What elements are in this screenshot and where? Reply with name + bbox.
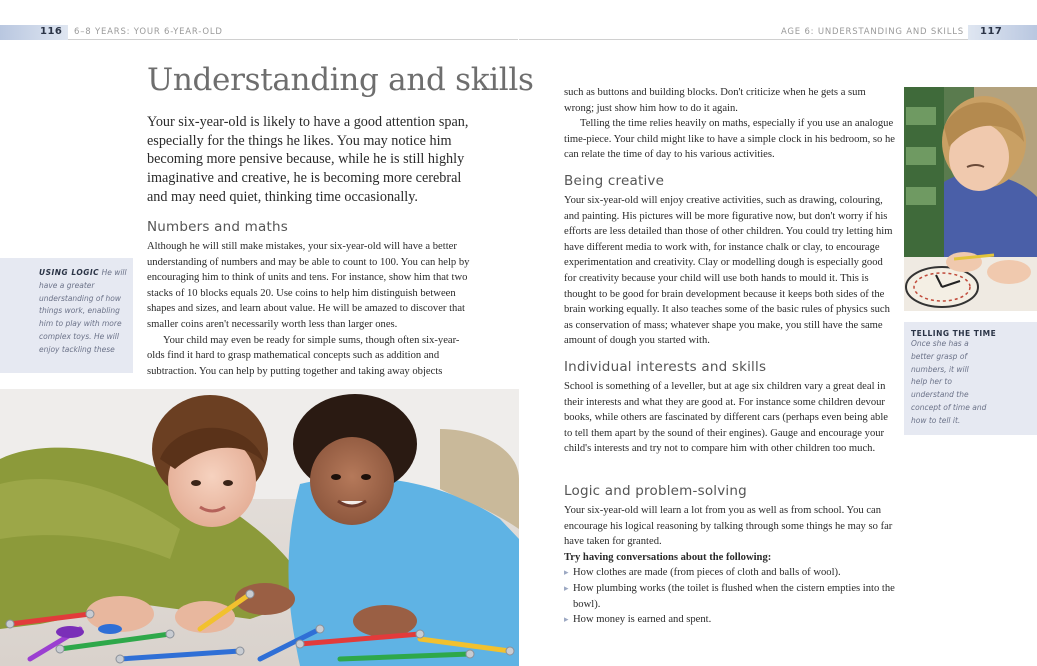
right-running-title: AGE 6: UNDERSTANDING AND SKILLS [780, 27, 964, 37]
numbers-paragraph-1: Although he will still make mistakes, your six-year-old will have a better understanding of numbers and may be able to count to 100. You can help by encouraging him to think of units and tens. For instance, show him that two stacks of 10 blocks equals 20. Use coins to help him distinguish between shapes and sizes, and learn about value. He will be amazed to discover that smaller coins aren't necessarily worth less than larger ones. [147, 241, 470, 330]
interests-paragraph: School is something of a leveller, but at age six children vary a great deal in their interests and what they are good at. For instance some children devour books, while others are fascinated by different cars (perhaps even being able to tell them apart by the sound of their engines). Gauge and encourage your child's interests and try not to compare him with other children too much. [564, 381, 888, 455]
caption-title-using-logic: USING LOGIC [39, 268, 100, 277]
logic-paragraph: Your six-year-old will learn a lot from you as well as from school. You can encourage his logical reasoning by talking through some things he may so far have taken for granted. [564, 505, 893, 548]
numbers-paragraph-2-continued: such as buttons and building blocks. Don't criticize when he gets a sum wrong; just show him how to do it again. [564, 87, 866, 114]
caption-box-using-logic [0, 258, 133, 373]
heading-logic-problem-solving: Logic and problem-solving [564, 483, 747, 499]
right-header-rule [519, 39, 968, 40]
list-item: ▸ How clothes are made (from pieces of cloth and balls of wool). [564, 565, 896, 581]
right-header-bar [968, 25, 1037, 40]
numbers-continued [564, 85, 896, 163]
left-page-number: 116 [40, 26, 63, 37]
list-item: ▸ How money is earned and spent. [564, 612, 896, 628]
creative-paragraph: Your six-year-old will enjoy creative activities, such as drawing, colouring, and painting. His pictures will be more figurative now, but don't worry if his efforts are less detailed than those of other children. You could try letting him have different media to work with, for instance chalk or clay, to encourage experimentation and creativity. Clay or modelling dough is especially good for creativity because your child will use both hands to mould it. This is thought to be good for brain development because it keeps both sides of the brain working equally. It also teaches some of the basic rules of physics such as conservation of mass; whatever shape you make, you still have the same amount of dough you started with. [564, 195, 893, 347]
left-header-rule [68, 39, 518, 40]
numbers-section [147, 239, 477, 379]
intro-paragraph: Your six-year-old is likely to have a good attention span, especially for the things he likes. You may notice him becoming more pensive because, while he is still highly imaginative and creative, he is becoming more cerebral and may need quiet, thinking time occasionally. [147, 114, 469, 205]
children-playing-photo [0, 389, 519, 666]
heading-individual-interests: Individual interests and skills [564, 359, 767, 375]
right-page-number: 117 [980, 26, 1003, 37]
logic-section [564, 503, 896, 628]
caption-text-using-logic: He will have a greater understanding of how things work, enabling him to play with more complex toys. He will enjoy tackling these [39, 268, 127, 354]
children-playing-illustration [0, 389, 519, 666]
numbers-paragraph-3: Telling the time relies heavily on maths, especially if you use an analogue time-piece. Your child might like to have a simple clock in his bedroom, so he can relate the time of day to his various activities. [564, 118, 895, 161]
girl-clock-illustration [904, 87, 1037, 311]
page-title: Understanding and skills [147, 62, 534, 98]
caption-title-telling-the-time: TELLING THE TIME [911, 329, 997, 338]
numbers-paragraph-2: Your child may even be ready for simple sums, though often six-year-olds find it hard to grasp mathematical concepts such as addition and subtraction. You can help by putting together and taking away objects [147, 334, 460, 377]
heading-numbers-and-maths: Numbers and maths [147, 219, 288, 235]
caption-text-telling-the-time: Once she has a better grasp of numbers, it will help her to understand the concept of time and how to tell it. [911, 339, 987, 425]
logic-list-title: Try having conversations about the following: [564, 551, 772, 563]
conversation-list [564, 565, 896, 627]
left-running-title: 6–8 YEARS: YOUR 6-YEAR-OLD [74, 27, 223, 37]
caption-box-telling-the-time [904, 322, 1037, 435]
girl-clock-photo [904, 87, 1037, 311]
heading-being-creative: Being creative [564, 173, 665, 189]
list-item: ▸ How plumbing works (the toilet is flushed when the cistern empties into the bowl). [564, 581, 896, 612]
